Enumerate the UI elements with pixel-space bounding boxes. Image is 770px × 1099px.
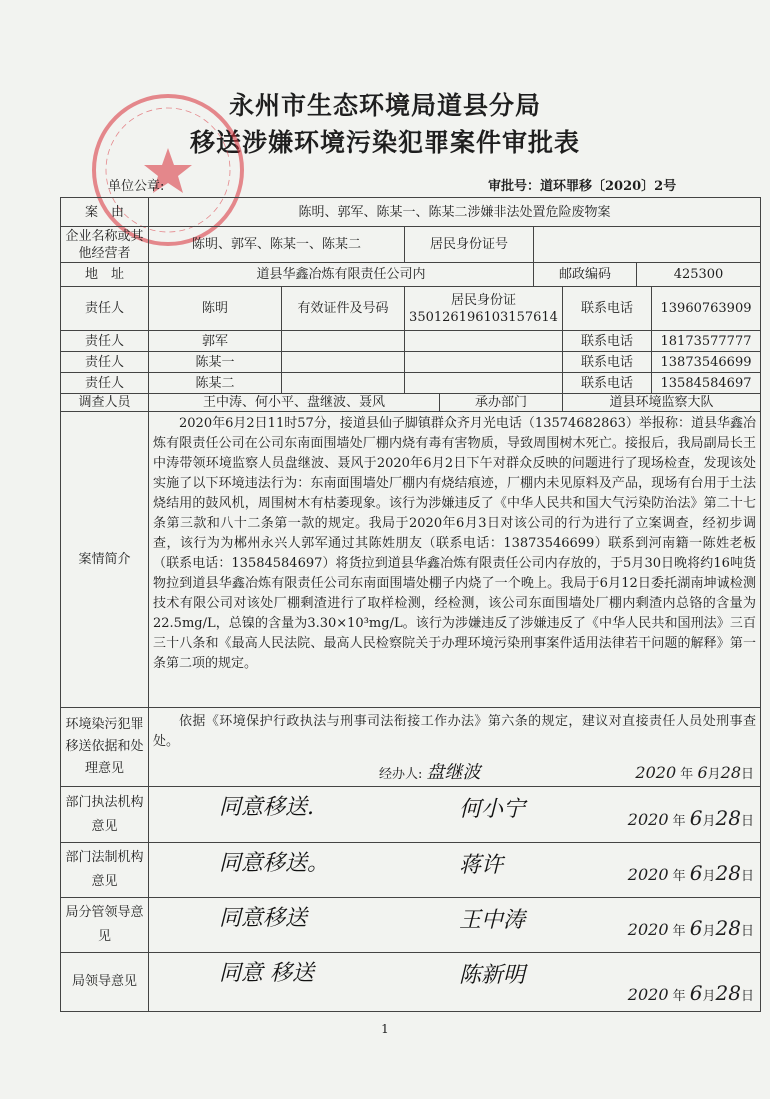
phone-value: 18173577777 <box>652 331 761 352</box>
date-day-unit: 日 <box>741 869 755 884</box>
responsible-row <box>61 331 761 352</box>
opinion-handwritten: 同意 移送 <box>219 961 314 986</box>
handler-label: 经办人: <box>379 767 423 782</box>
phone-label: 联系电话 <box>563 352 652 373</box>
postcode-value: 425300 <box>637 263 761 287</box>
responsible-label: 责任人 <box>61 331 149 352</box>
opinion-signature: 蒋许 <box>459 853 504 878</box>
investigators-row <box>61 394 761 412</box>
investigators-value: 王中涛、何小平、盘继波、聂风 <box>149 394 440 412</box>
date-day: 28 <box>715 861 741 885</box>
phone-label: 联系电话 <box>563 331 652 352</box>
phone-value: 13873546699 <box>652 352 761 373</box>
unit-seal-label: 单位公章: <box>108 179 165 194</box>
opinion-row <box>61 898 761 953</box>
date-month-unit: 月 <box>702 989 716 1004</box>
certificate-value-blank <box>405 352 563 373</box>
date-month-unit: 月 <box>702 814 716 829</box>
address-value: 道县华鑫冶炼有限责任公司内 <box>149 263 534 287</box>
opinion-label: 局分管领导意见 <box>61 898 149 953</box>
responsible-name: 陈某一 <box>149 352 282 373</box>
certificate-value-blank <box>405 331 563 352</box>
id-number-value <box>534 227 761 263</box>
date-year: 2020 <box>627 920 669 939</box>
document-title: 永州市生态环境局道县分局 <box>228 91 541 120</box>
date-day-unit: 日 <box>741 814 755 829</box>
date-year: 2020 <box>635 763 677 782</box>
date-month: 6 <box>689 861 703 885</box>
opinion-label: 部门法制机构意见 <box>61 843 149 898</box>
date-month-unit: 月 <box>702 869 716 884</box>
responsible-row <box>61 352 761 373</box>
opinion-date <box>627 981 755 1005</box>
handler-block <box>379 764 481 783</box>
opinion-signature: 何小宁 <box>459 797 526 822</box>
enterprise-label: 企业名称或其他经营者 <box>61 227 149 263</box>
case-summary-row <box>61 412 761 708</box>
responsible-label: 责任人 <box>61 373 149 394</box>
department-label: 承办部门 <box>440 394 563 412</box>
case-reason-label: 案 由 <box>61 198 149 227</box>
responsible-name: 陈某二 <box>149 373 282 394</box>
handler-line <box>149 759 760 783</box>
case-reason-row <box>61 198 761 227</box>
opinion-date <box>627 916 755 940</box>
date-month: 6 <box>689 806 703 830</box>
transfer-date <box>635 764 754 783</box>
date-day-unit: 日 <box>741 767 755 782</box>
id-number-label: 居民身份证号 <box>405 227 534 263</box>
case-reason-value: 陈明、郭军、陈某一、陈某二涉嫌非法处置危险废物案 <box>149 198 761 227</box>
enterprise-row <box>61 227 761 263</box>
date-month-unit: 月 <box>702 924 716 939</box>
certificate-blank <box>282 331 405 352</box>
certificate-value-blank <box>405 373 563 394</box>
opinion-row <box>61 953 761 1012</box>
date-month: 6 <box>689 916 703 940</box>
opinion-handwritten: 同意移送. <box>219 795 314 820</box>
certificate-value <box>405 287 563 331</box>
opinion-handwritten: 同意移送。 <box>219 851 330 876</box>
approval-form-table <box>60 197 761 1012</box>
responsible-name: 郭军 <box>149 331 282 352</box>
date-year-unit: 年 <box>672 814 686 829</box>
responsible-row <box>61 287 761 331</box>
phone-label: 联系电话 <box>563 373 652 394</box>
handler-signature: 盘继波 <box>426 762 481 783</box>
transfer-basis-label: 环境染污犯罪移送依据和处理意见 <box>61 708 149 787</box>
date-year-unit: 年 <box>672 989 686 1004</box>
certificate-blank <box>282 373 405 394</box>
department-value: 道县环境监察大队 <box>563 394 761 412</box>
certificate-number: 350126196103157614 <box>409 309 558 325</box>
date-year: 2020 <box>627 810 669 829</box>
opinion-signature: 陈新明 <box>459 963 526 988</box>
responsible-name: 陈明 <box>149 287 282 331</box>
opinion-handwritten: 同意移送 <box>219 906 308 931</box>
date-day: 28 <box>715 806 741 830</box>
certificate-blank <box>282 352 405 373</box>
responsible-row <box>61 373 761 394</box>
responsible-label: 责任人 <box>61 352 149 373</box>
transfer-basis-row <box>61 708 761 787</box>
date-day: 28 <box>720 763 741 782</box>
opinion-label: 部门执法机构意见 <box>61 787 149 843</box>
date-year-unit: 年 <box>680 767 694 782</box>
responsible-label: 责任人 <box>61 287 149 331</box>
transfer-basis-text: 依据《环境保护行政执法与刑事司法衔接工作办法》第六条的规定，建议对直接责任人员处刑事查处。 <box>153 714 757 749</box>
date-month: 6 <box>697 763 708 782</box>
postcode-label: 邮政编码 <box>534 263 637 287</box>
date-day: 28 <box>715 916 741 940</box>
page-number: 1 <box>381 1022 389 1036</box>
phone-label: 联系电话 <box>563 287 652 331</box>
approval-number: 审批号：道环罪移〔2020〕2号 <box>488 179 677 194</box>
opinion-row <box>61 787 761 843</box>
date-day-unit: 日 <box>741 924 755 939</box>
date-year-unit: 年 <box>672 924 686 939</box>
address-row <box>61 263 761 287</box>
phone-value: 13584584697 <box>652 373 761 394</box>
case-summary-label: 案情简介 <box>61 412 149 708</box>
date-day-unit: 日 <box>741 989 755 1004</box>
document-subtitle: 移送涉嫌环境污染犯罪案件审批表 <box>189 128 580 157</box>
date-year-unit: 年 <box>672 869 686 884</box>
opinion-date <box>627 861 755 885</box>
phone-value: 13960763909 <box>652 287 761 331</box>
address-label: 地 址 <box>61 263 149 287</box>
certificate-type: 居民身份证 <box>450 292 516 308</box>
date-month: 6 <box>689 981 703 1005</box>
case-summary-text: 2020年6月2日11时57分，接道县仙子脚镇群众齐月光电话（13574682863）举报称：道县华鑫冶炼有限责任公司在公司东南面围墙处厂棚内烧有毒有害物质，导致周围树木死亡。接报后，我局副局长王中涛带领环境监察人员盘继波、聂风于2020年6月2日下午对群众反映的问题进行了现场检查，发现该处实施了以下环境违法行为：东南面围墙处厂棚内有烧结痕迹，厂棚内未见原料及产品，现场有台用于土法烧结用的鼓风机，周围树木有枯萎现象。该行为涉嫌违反了《中华人民共和国大气污染防治法》第二十七条第三款和八十二条第一款的规定。我局于2020年6月3日对该公司的行为进行了立案调查，经初步调查，该行为为郴州永兴人郭军通过其陈姓朋友（联系电话：13873546699）联系到河南籍一陈姓老板（联系电话：13584584697）将货拉到道县华鑫冶炼有限责任公司内存放的，于5月30日晚将约16吨货物拉到道县华鑫冶炼有限责任公司东南面围墙处棚子内烧了一个晚上。我局于6月12日委托湖南坤诚检测技术有限公司对该处厂棚剩渣进行了取样检测，经检测，该公司东面围墙处厂棚内剩渣内总铬的含量为22.5mg/L，总镍的含量为3.30×10³mg/L。该行为涉嫌违反了涉嫌违反了《中华人民共和国刑法》三百三十八条和《最高人民法院、最高人民检察院关于办理环境污染刑事案件适用法律若干问题的解释》第一条第二项的规定。 <box>153 416 757 671</box>
opinion-label: 局领导意见 <box>61 953 149 1012</box>
investigators-label: 调查人员 <box>61 394 149 412</box>
enterprise-value: 陈明、郭军、陈某一、陈某二 <box>149 227 405 263</box>
opinion-signature: 王中涛 <box>459 908 526 933</box>
date-year: 2020 <box>627 865 669 884</box>
opinion-date <box>627 806 755 830</box>
date-month-unit: 月 <box>707 767 721 782</box>
opinion-row <box>61 843 761 898</box>
date-year: 2020 <box>627 985 669 1004</box>
certificate-label: 有效证件及号码 <box>282 287 405 331</box>
date-day: 28 <box>715 981 741 1005</box>
